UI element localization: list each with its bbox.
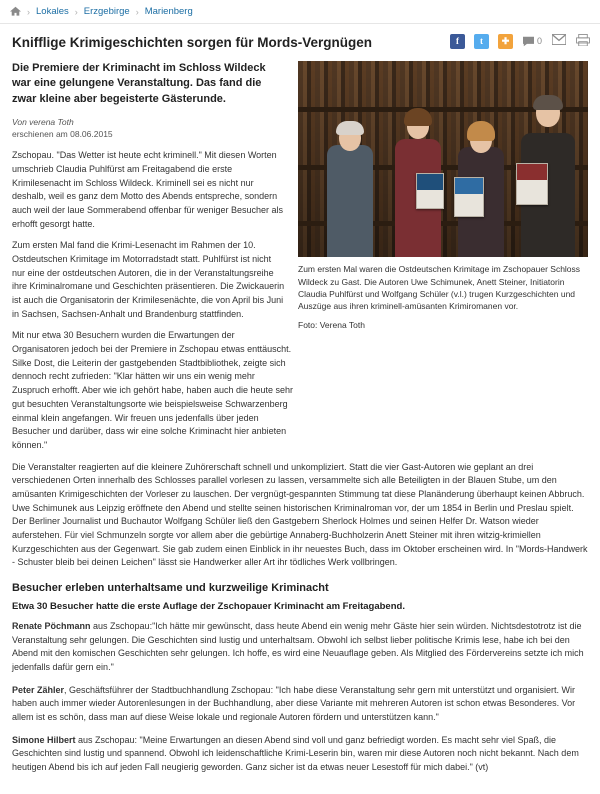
- breadcrumb-separator-1: ›: [74, 6, 78, 17]
- quote-name-1: Renate Pöchmann: [12, 620, 91, 631]
- quote-name-3: Simone Hilbert: [12, 734, 76, 745]
- email-share-button[interactable]: [551, 34, 566, 49]
- figure-caption: Zum ersten Mal waren die Ostdeutschen Krimitage im Zschopauer Schloss Wildeck zu Gast. Die Autoren Uwe Schimunek, Anett Steiner, Initiatorin Claudia Puhlfürst und Wolfgang Schüler (v.l.) trugen Kurzgeschichten und Auszüge aus ihren kriminell-amüsanten Krimiromanen vor.: [298, 264, 581, 312]
- book-prop-2: [454, 177, 484, 217]
- article-left-column: [12, 61, 294, 452]
- breadcrumb-separator-0: ›: [27, 6, 30, 17]
- quote-item-3: [12, 734, 588, 775]
- book-prop-3: [516, 163, 548, 205]
- quote-item-1: [12, 620, 588, 675]
- twitter-share-button[interactable]: t: [474, 34, 489, 49]
- paragraph-2: Zum ersten Mal fand die Krimi-Lesenacht im Rahmen der 10. Ostdeutschen Krimitage im Motorradstadt statt. Puhlfürst ist nicht nur eine der ostdeutschen Autoren, die in der Veranstaltungsreihe ihre Kriminalromane und Geschichten präsentieren. Die Zwickauerin ist auch die Organisatorin der Krimilesenächte, die von April bis Juni in Sachsen, Sachsen-Anhalt und Brandenburg stattfinden.: [12, 240, 285, 319]
- article-photo: [298, 61, 588, 257]
- book-prop-1: [416, 173, 444, 209]
- facebook-share-button[interactable]: f: [450, 34, 465, 49]
- quote-text-1: aus Zschopau:"Ich hätte mir gewünscht, dass heute Abend ein wenig mehr Gäste hier sein würden. Nichtsdestotrotz ist die Veranstaltung sehr gelungen. Die Geschichten sind lustig und unterhaltsam. Obwohl ich selbst lieber politische Krimis lese, habe ich bei den Abend mit den komischen Geschichten sehr gelungen. Ich hoffe, es wird eine Neuauflage geben. Als Mitglied des Fördervereins setzte ich mich jedenfalls dafür gern ein.": [12, 620, 584, 672]
- section-intro: Etwa 30 Besucher hatte die erste Auflage der Zschopauer Kriminacht am Freitagabend.: [12, 600, 405, 612]
- paragraph-4: Die Veranstalter reagierten auf die kleinere Zuhörerschaft schnell und unkompliziert. Statt die vier Gast-Autoren wie geplant an drei verschiedenen Orten innerhalb des Schlosses parallel vorlesen zu lassen, versammelte sich alle Beteiligten in der Blauen Stube, um den amüsanten Krimigeschichten der Vorleser zu lauschen. Der vergnügt-gespannten Stimmung tat diese Planänderung überhaupt keinen Abbruch. Uwe Schimunek aus Leipzig eröffnete den Abend und stellte seinen historischen Kriminalroman vor, der um 1854 in Berlin und Preslau spielt. Der Berliner Journalist und Buchautor Wolfgang Schüler ließ den Gastgebern Sherlock Holmes und seinen Helfer Dr. Watson wieder auferstehen. Für viel Schmunzeln sorgte vor allem aber die gebürtige Annaberg-Buchholzerin Anett Steiner mit ihren witzig-krimiellen Kurzgeschichten aus der Gegenwart. Sie gab zudem einen Einblick in ihr neuestes Buch, dass im Oktober erscheinen wird. In "Mords-Handwerk - Schuster bleib bei deinen Leichen" lässt sie Handwerker aller Art ihr tödliches Werk vollbringen.: [12, 461, 588, 568]
- quote-item-2: [12, 684, 588, 725]
- paragraph-1: Zschopau. "Das Wetter ist heute echt kriminell." Mit diesen Worten umschrieb Claudia Puhlfürst am Freitagabend die erste Krimilesenacht im Schloss Wildeck. Kriminell sei es nicht nur deshalb, weil es ganz dem Motto des Abends entspreche, sondern auch weil der laue Sommerabend offenbar für weniger Besucher als erhofft gesorgt hatte.: [12, 150, 283, 229]
- comment-count: 0: [536, 36, 542, 46]
- byline-date: erschienen am 08.06.2015: [12, 129, 113, 140]
- article-figure: [298, 61, 588, 329]
- bookmark-button[interactable]: ✚: [498, 34, 513, 49]
- article-content: [0, 24, 600, 794]
- person-third: [448, 107, 514, 257]
- page-title: Knifflige Krimigeschichten sorgen für Mords-Vergnügen: [12, 35, 373, 50]
- paragraph-3: Mit nur etwa 30 Besuchern wurden die Erwartungen der Organisatoren jedoch bei der Premiere in Zschopau etwas enttäuscht. Silke Dost, die Leiterin der gastgebenden Stadtbibliothek, zeigte sich dennoch recht zufrieden: "Klar hätten wir uns ein wenig mehr Zuspruch erhofft. Aber wie ich gehört habe, haben auch die heute sehr gut besuchten Veranstaltungsorte wie beispielsweise Schwarzenberg einmal klein angefangen. Wir freuen uns jedenfalls über jeden Besucher und darüber, dass wir eine solche Kriminacht hier anbieten können.": [12, 330, 294, 450]
- speech-bubble-icon: [522, 36, 535, 47]
- person-left: [318, 107, 382, 257]
- comment-button[interactable]: [522, 34, 542, 49]
- quote-name-2: Peter Zähler: [12, 684, 65, 695]
- home-icon[interactable]: [10, 6, 21, 17]
- breadcrumb: [0, 0, 600, 24]
- quote-text-3: aus Zschopau: "Meine Erwartungen an diesen Abend sind voll und ganz befriedigt worden. Es macht sehr viel Spaß, die Geschichten sind lustig und spannend. Obwohl ich leidenschaftliche Krimi-Leserin bin, waren mir diese Autoren noch nicht bekannt. Nach dem heutigen Abend bis ich auf jeden Fall neugierig geworden. Ganz sicher ist da etwas neuer Lesestoff für mich dabei." (vt): [12, 734, 579, 772]
- social-share-bar: [450, 34, 590, 49]
- breadcrumb-item-erzgebirge[interactable]: Erzgebirge: [83, 6, 130, 17]
- byline-author: Von verena Toth: [12, 116, 74, 127]
- quote-text-2: , Geschäftsführer der Stadtbuchhandlung Zschopau: "Ich habe diese Veranstaltung sehr gern mit unterstützt und organisiert. Wir haben auch immer wieder Autorenlesungen in der Buchhandlung, aber diese Variante mit mehreren Autoren ist schon etwas Besonderes. Vor allem ist es schön, dass man auf diese Weise lokale und regionale Autoren fördern und unterstützen kann.": [12, 684, 576, 722]
- article-body: [12, 61, 588, 570]
- breadcrumb-item-marienberg[interactable]: Marienberg: [144, 6, 193, 17]
- section-title: Besucher erleben unterhaltsame und kurzweilige Kriminacht: [12, 581, 329, 594]
- person-second: [386, 101, 450, 257]
- printer-icon: [576, 34, 590, 46]
- byline: [12, 116, 294, 141]
- breadcrumb-separator-2: ›: [135, 6, 139, 17]
- breadcrumb-item-lokales[interactable]: Lokales: [36, 6, 69, 17]
- envelope-icon: [552, 34, 566, 45]
- print-button[interactable]: [575, 34, 590, 49]
- visitor-quotes: [12, 620, 588, 775]
- figure-credit: Foto: Verena Toth: [298, 319, 365, 330]
- person-right: [512, 93, 584, 257]
- article-lead: Die Premiere der Kriminacht im Schloss Wildeck war eine gelungene Veranstaltung. Das fand die zwar kleine aber begeisterte Gästerunde.: [12, 62, 266, 105]
